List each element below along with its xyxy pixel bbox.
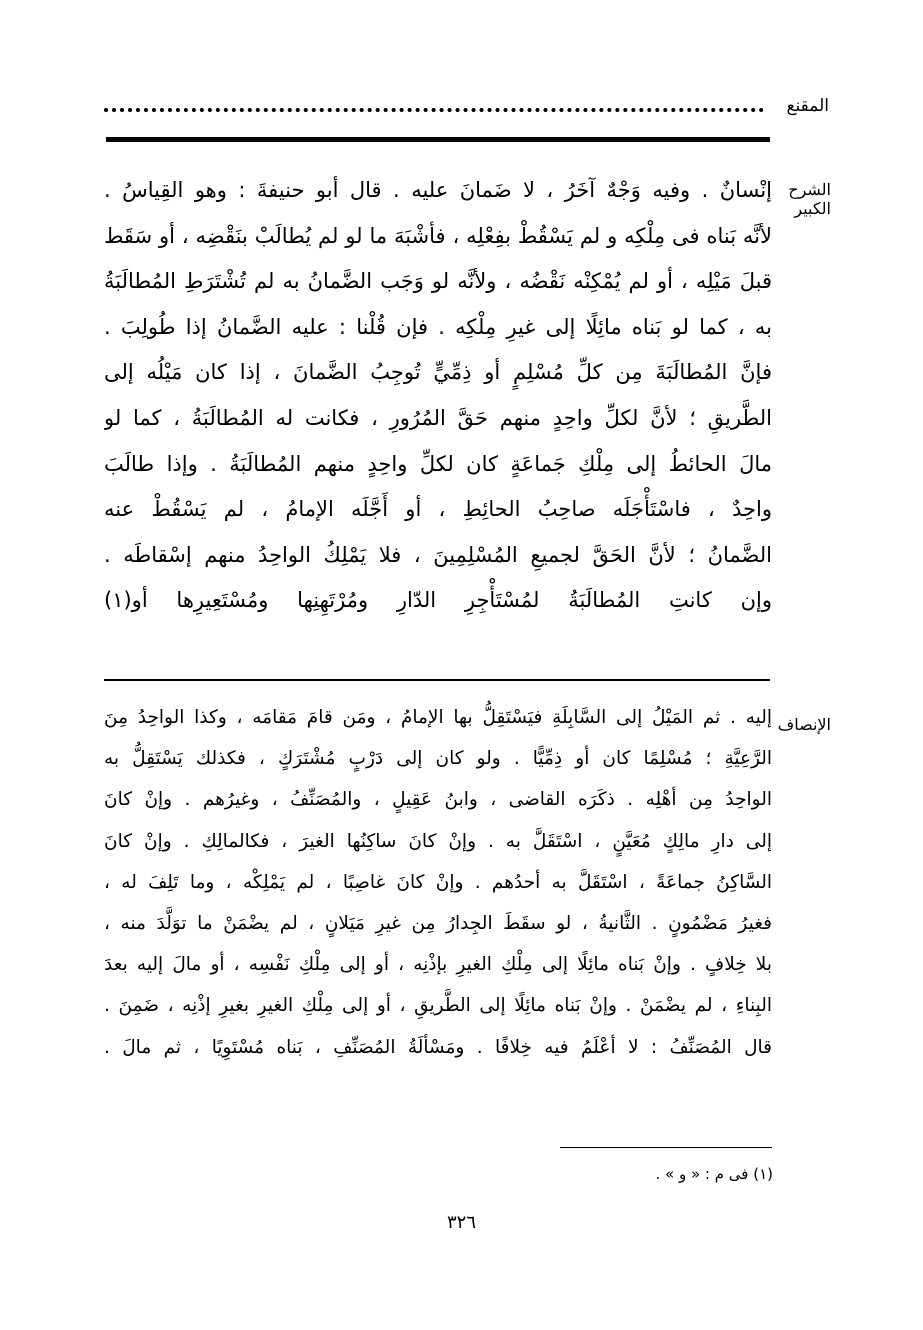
section-divider: [104, 679, 770, 681]
insaf-line: بلا خِلافٍ . وإنْ بَناه مائِلًا إلى مِلْكِ الغيرِ بإذْنِه ، أو إلى مِلْكِ نَفْسِه ، أو مالَ إليه بعدَ: [104, 954, 772, 976]
sharh-section-label: الشرح الكبير: [788, 180, 831, 218]
insaf-line: الواحِدُ مِن أهْلِه . ذكَرَه القاضى ، وابنُ عَقِيلٍ ، والمُصَنِّفُ ، وغيرُهم . وإنْ كانَ: [104, 789, 772, 811]
sharh-line: مالَ الحائطُ إلى مِلْكِ جَماعَةٍ كان لكلِّ واحِدٍ منهم المُطالَبَةُ . وإذا طالَبَ: [104, 451, 772, 476]
insaf-line: قال المُصَنِّفُ : لا أعْلَمُ فيه خِلافًا . ومَسْألَةُ المُصَنِّفِ ، بَناه مُسْتَوِيًا ، ثم مالَ .: [104, 1036, 772, 1058]
dotted-rule: [104, 96, 764, 112]
sharh-line: واحِدٌ ، فاسْتَأْجَلَه صاحِبُ الحائِطِ ، أو أَجَّلَه الإمامُ ، لم يَسْقُطْ عنه: [104, 497, 772, 522]
insaf-line: البِناءِ ، لم يضْمَنْ . وإنْ بَناه مائِلًا إلى الطَّريقِ ، أو إلى مِلْكِ الغيرِ بغيرِ إذْنِه ، ضَمِنَ .: [104, 995, 772, 1017]
insaf-text-block: [104, 697, 772, 1068]
sharh-line: فإنَّ المُطالَبَةَ مِن كلِّ مُسْلِمٍ أو ذِمِّيٍّ تُوجِبُ الضَّمانَ ، إذا كان مَيْلُه إلى: [104, 360, 772, 385]
footnote-rule: [560, 1147, 772, 1148]
header-rule: [106, 137, 770, 142]
insaf-line: إلى دارِ مالِكٍ مُعَيَّنٍ ، اسْتَقَلَّ به . وإنْ كانَ ساكِنُها الغيرَ ، فكالمالِكِ . وإنْ كانَ: [104, 830, 772, 852]
sharh-text-block: [104, 168, 772, 624]
footnote: (١) فى م : « و » .: [655, 1165, 773, 1183]
running-title: المقنع: [786, 96, 829, 116]
insaf-line: إليه . ثم المَيْلُ إلى السَّابِلَةِ فيَسْتَقِلُّ بها الإمامُ ، ومَن قامَ مَقامَه ، وكذا الواحِدُ مِنَ: [104, 707, 772, 728]
sharh-line: لأنَّه بَناه فى مِلْكِه و لم يَسْقُطْ بفِعْلِه ، فأشْبَهَ ما لو لم يُطالَبْ بنَقْضِه ، أو سَقَط: [104, 223, 772, 248]
insaf-line: فغيرُ مَضْمُونٍ . الثَّانيةُ ، لو سقَطَ الجِدارُ مِن غيرِ مَيَلانٍ ، لم يضْمَنْ ما توَلَّدَ منه ،: [104, 912, 772, 934]
insaf-section-label: الإنصاف: [777, 715, 831, 734]
sharh-line: الطَّريقِ ؛ لأنَّ لكلِّ واحِدٍ منهم حَقَّ المُرُورِ ، فكانت له المُطالَبَةُ ، كما لو: [104, 405, 772, 430]
sharh-line: إنْسانٌ . وفيه وَجْهٌ آخَرُ ، لا ضَمانَ عليه . قال أبو حنيفةَ : وهو القِياسُ .: [104, 178, 772, 202]
sharh-line: به ، كما لو بَناه مائِلًا إلى غيرِ مِلْكِه . فإن قُلْنا : عليه الضَّمانُ إذا طُولِبَ .: [104, 314, 772, 339]
sharh-line: وإن كانتِ المُطالَبَةُ لمُسْتَأْجِرِ الدّارِ ومُرْتَهِنِها ومُسْتَعِيرِها أو(١): [104, 588, 772, 613]
page-number: ٣٢٦: [446, 1212, 476, 1233]
insaf-line: الرَّعِيَّةِ ؛ مُسْلِمًا كان أو ذِمِّيًّا . ولو كان إلى دَرْبٍ مُشْتَرَكٍ ، فكذلك يَسْتَقِلُّ به: [104, 748, 772, 770]
insaf-line: السَّاكِنُ جماعَةً ، اسْتَقَلَّ به أحدُهم . وإنْ كانَ غاصِبًا ، لم يَمْلِكْه ، وما تَلِفَ له ،: [104, 871, 772, 893]
sharh-line: قبلَ مَيْلِه ، أو لم يُمْكِنْه نَقْضُه ، ولأنَّه لو وَجَب الضَّمانُ به لم تُشْتَرَطِ المُطالَبَةُ: [104, 269, 772, 294]
sharh-line: الضَّمانُ ؛ لأنَّ الحَقَّ لجميعِ المُسْلِمِينَ ، فلا يَمْلِكُ الواحِدُ منهم إسْقاطَه .: [104, 542, 772, 567]
